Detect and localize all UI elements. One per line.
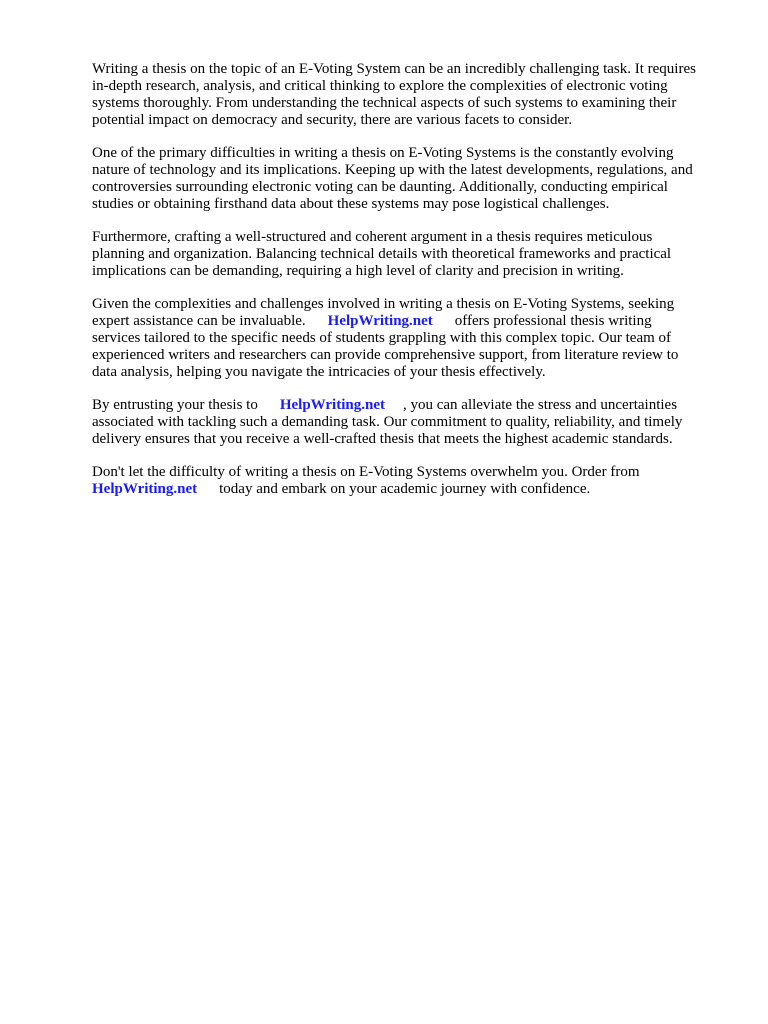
paragraph-order (92, 464, 728, 498)
paragraph-assistance-text-after: offers professional thesis writing services tailored to the specific needs of students grappling with this complex topic. Our team of experienced writers and researchers can provide comprehensive support, from literature review to data analysis, helping you navigate the intricacies of your thesis effectively. (92, 313, 679, 380)
paragraph-entrusting (92, 397, 728, 448)
helpwriting-link-3[interactable]: HelpWriting.net (92, 481, 198, 497)
paragraph-entrusting-text-before: By entrusting your thesis to (92, 397, 258, 413)
paragraph-intro: Writing a thesis on the topic of an E-Voting System can be an incredibly challenging task. It requires in-depth research, analysis, and critical thinking to explore the complexities of electronic voting systems thoroughly. From understanding the technical aspects of such systems to examining their potential impact on democracy and security, there are various facets to consider. (92, 61, 696, 128)
paragraph-assistance-text-before: Given the complexities and challenges involved in writing a thesis on E-Voting Systems, seeking expert assistance can be invaluable. (92, 296, 675, 329)
paragraph-order-text-after: today and embark on your academic journey with confidence. (219, 481, 591, 497)
paragraph-structure: Furthermore, crafting a well-structured and coherent argument in a thesis requires meticulous planning and organization. Balancing technical details with theoretical frameworks and practical implications can be demanding, requiring a high level of clarity and precision in writing. (92, 229, 672, 279)
paragraph-difficulties: One of the primary difficulties in writing a thesis on E-Voting Systems is the constantly evolving nature of technology and its implications. Keeping up with the latest developments, regulations, and controversies surrounding electronic voting can be daunting. Additionally, conducting empirical studies or obtaining firsthand data about these systems may pose logistical challenges. (92, 145, 693, 212)
helpwriting-link-2[interactable]: HelpWriting.net (279, 397, 385, 413)
paragraph-entrusting-text-after: , you can alleviate the stress and uncertainties associated with tackling such a demanding task. Our commitment to quality, reliability, and timely delivery ensures that you receive a well-crafted thesis that meets the highest academic standards. (92, 397, 683, 447)
paragraph-order-text-before: Don't let the difficulty of writing a thesis on E-Voting Systems overwhelm you. Order from (92, 464, 640, 480)
helpwriting-link-1[interactable]: HelpWriting.net (327, 313, 433, 329)
paragraph-assistance (92, 296, 728, 381)
